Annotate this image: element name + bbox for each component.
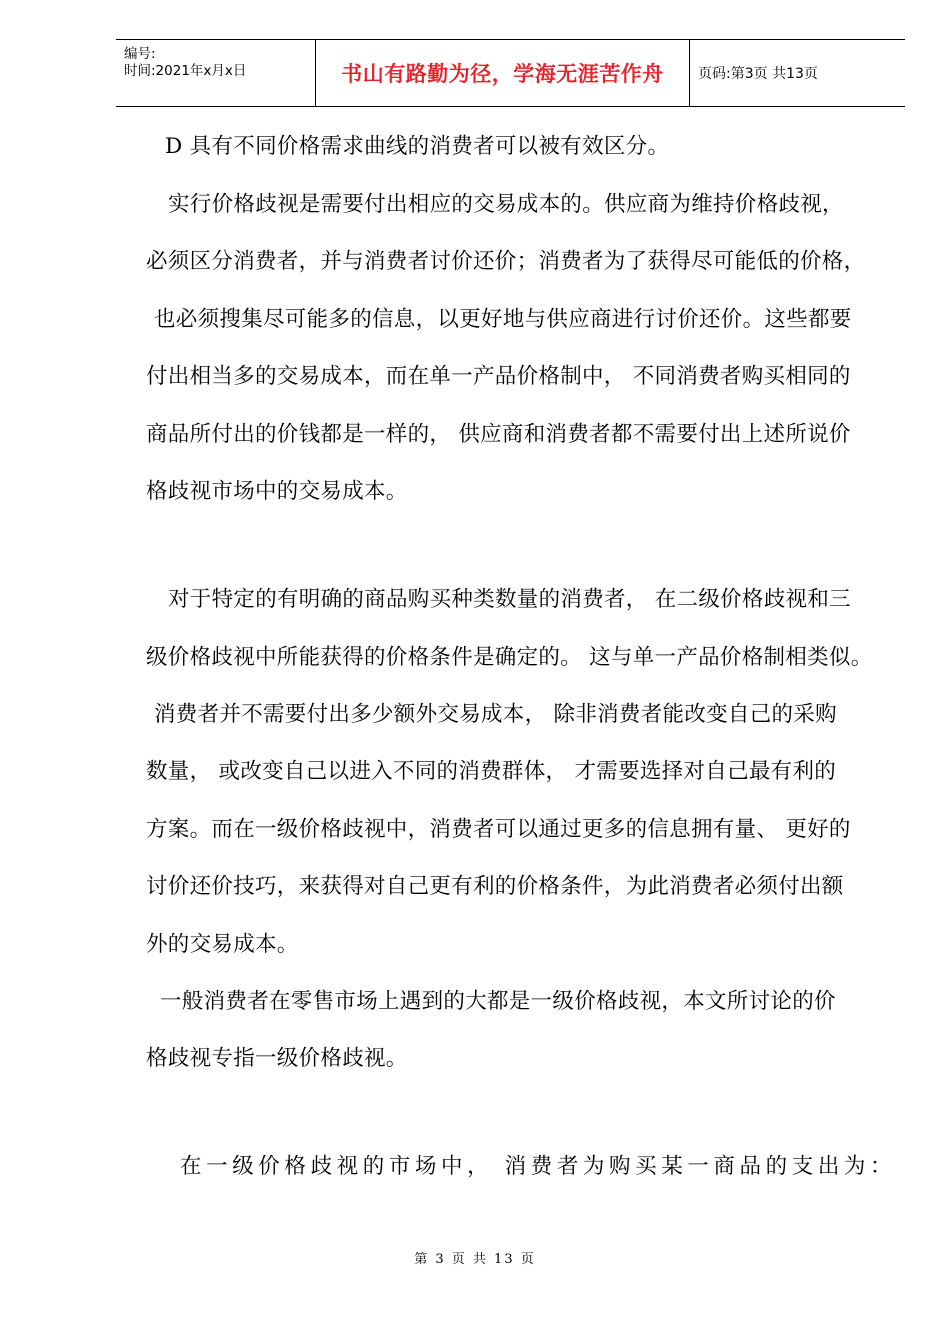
page-footer: 第 3 页 共 13 页 xyxy=(414,1252,536,1267)
body-line: 付出相当多的交易成本，而在单一产品价格制中， 不同消费者购买相同的 xyxy=(146,364,851,389)
body-line: D 具有不同价格需求曲线的消费者可以被有效区分。 xyxy=(165,134,670,159)
page-header xyxy=(116,39,905,107)
body-line: 实行价格歧视是需要付出相应的交易成本的。供应商为维持价格歧视， xyxy=(168,192,844,217)
body-line: 商品所付出的价钱都是一样的， 供应商和消费者都不需要付出上述所说价 xyxy=(146,422,851,447)
body-line: 消费者并不需要付出多少额外交易成本， 除非消费者能改变自己的采购 xyxy=(154,702,837,727)
header-meta xyxy=(116,40,316,106)
body-line: 必须区分消费者，并与消费者讨价还价；消费者为了获得尽可能低的价格， xyxy=(146,249,866,274)
body-line: 讨价还价技巧，来获得对自己更有利的价格条件，为此消费者必须付出额 xyxy=(146,874,844,899)
body-line: 方案。而在一级价格歧视中，消费者可以通过更多的信息拥有量、 更好的 xyxy=(146,817,851,842)
header-page-info: 页码:第3页 共13页 xyxy=(698,66,818,82)
body-line: 格歧视市场中的交易成本。 xyxy=(146,479,408,504)
body-line: 一般消费者在零售市场上遇到的大都是一级价格歧视，本文所讨论的价 xyxy=(160,989,836,1014)
header-motto: 书山有路勤为径，学海无涯苦作舟 xyxy=(316,40,690,106)
body-line: 对于特定的有明确的商品购买种类数量的消费者， 在二级价格歧视和三 xyxy=(168,587,851,612)
body-line: 在一级价格歧视的市场中， 消费者为购买某一商品的支出为： xyxy=(180,1154,897,1179)
body-line: 外的交易成本。 xyxy=(146,932,299,957)
body-line: 格歧视专指一级价格歧视。 xyxy=(146,1046,408,1071)
body-line: 也必须搜集尽可能多的信息，以更好地与供应商进行讨价还价。这些都要 xyxy=(154,307,852,332)
body-line: 数量， 或改变自己以进入不同的消费群体， 才需要选择对自己最有利的 xyxy=(146,759,837,784)
body-line: 级价格歧视中所能获得的价格条件是确定的。 这与单一产品价格制相类似。 xyxy=(146,645,873,670)
document-time-label: 时间:2021年x月x日 xyxy=(124,63,247,79)
document-number-label: 编号: xyxy=(124,46,156,62)
